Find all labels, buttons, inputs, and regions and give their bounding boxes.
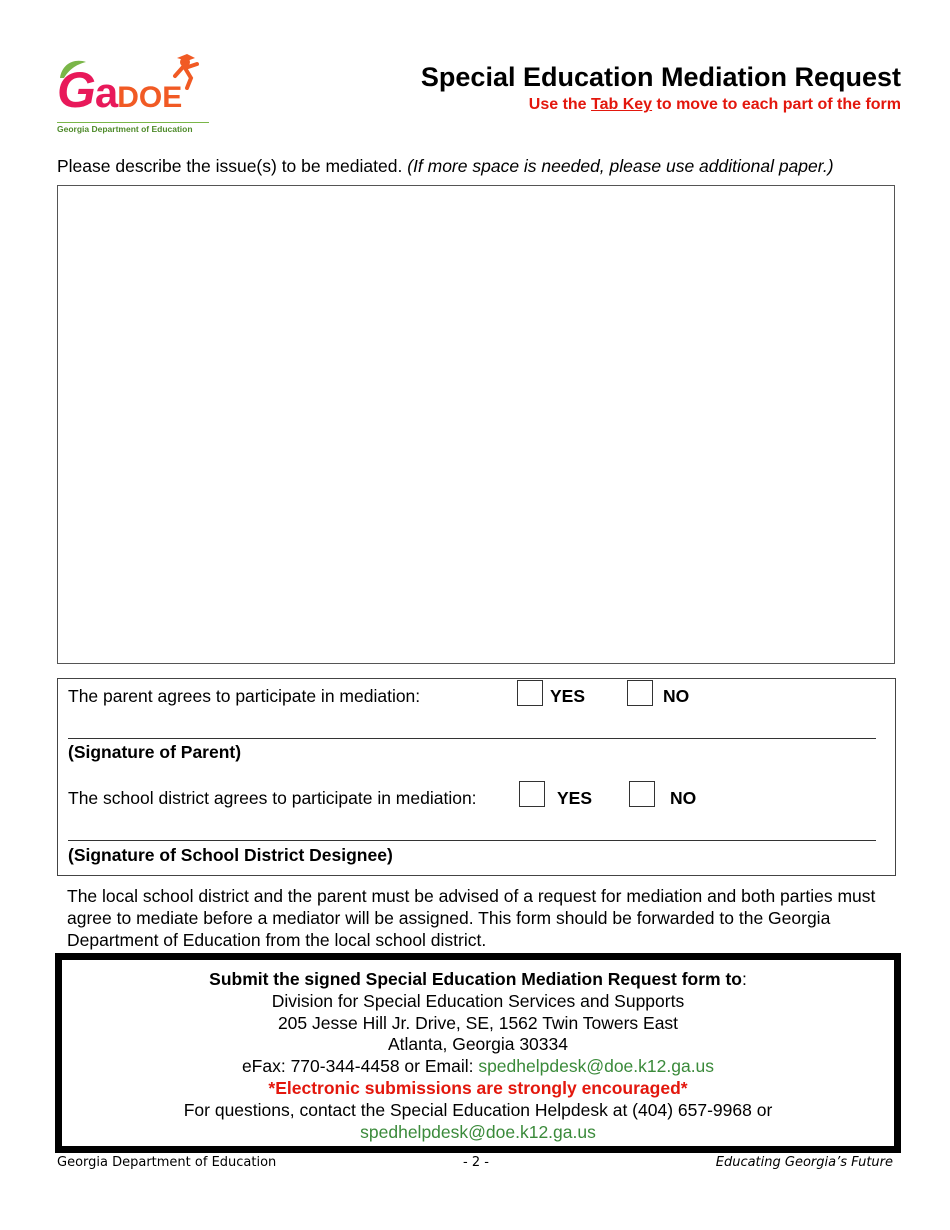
district-yes-label: YES bbox=[557, 788, 593, 808]
parent-yes-checkbox[interactable] bbox=[517, 680, 543, 706]
footer-organization: Georgia Department of Education bbox=[57, 1155, 277, 1170]
parent-signature-line[interactable] bbox=[68, 738, 876, 739]
gadoe-logo bbox=[55, 52, 215, 136]
parent-signature-label: (Signature of Parent) bbox=[68, 742, 242, 762]
district-yes-checkbox[interactable] bbox=[519, 781, 545, 807]
submit-heading: Submit the signed Special Education Mediation Request form to: bbox=[209, 969, 747, 989]
tab-key-text: Tab Key bbox=[591, 96, 653, 113]
issue-prompt: Please describe the issue(s) to be mediated. (If more space is needed, please use additional paper.) bbox=[57, 156, 834, 176]
page-subtitle: Use the Tab Key to move to each part of the form bbox=[528, 96, 901, 113]
parent-yes-label: YES bbox=[550, 686, 586, 706]
submit-division: Division for Special Education Services and Supports bbox=[271, 990, 685, 1011]
district-agree-question: The school district agrees to participate in mediation: bbox=[68, 788, 477, 808]
submit-instructions-box bbox=[55, 953, 901, 1153]
parent-no-checkbox[interactable] bbox=[627, 680, 653, 706]
district-signature-line[interactable] bbox=[68, 840, 876, 841]
footer-page-number: - 2 - bbox=[463, 1155, 489, 1170]
district-no-label: NO bbox=[670, 788, 697, 808]
submit-city: Atlanta, Georgia 30334 bbox=[388, 1034, 568, 1055]
questions-line: For questions, contact the Special Education Helpdesk at (404) 657-9968 or bbox=[183, 1099, 773, 1120]
district-signature-label: (Signature of School District Designee) bbox=[68, 845, 393, 865]
page-title: Special Education Mediation Request bbox=[420, 62, 901, 92]
footer-motto: Educating Georgia’s Future bbox=[715, 1155, 893, 1170]
helpdesk-email-link-2[interactable]: spedhelpdesk@doe.k12.ga.us bbox=[360, 1121, 596, 1142]
logo-tagline: Georgia Department of Education bbox=[57, 124, 193, 134]
issue-prompt-note: (If more space is needed, please use additional paper.) bbox=[407, 156, 834, 176]
logo-rule bbox=[57, 122, 209, 123]
submit-contact: eFax: 770-344-4458 or Email: spedhelpdesk@doe.k12.ga.us bbox=[241, 1056, 715, 1077]
parent-agree-question: The parent agrees to participate in mediation: bbox=[68, 686, 421, 706]
agreement-section bbox=[57, 678, 896, 876]
electronic-submission-note: *Electronic submissions are strongly encouraged* bbox=[268, 1077, 688, 1098]
helpdesk-email-link[interactable]: spedhelpdesk@doe.k12.ga.us bbox=[478, 1056, 715, 1077]
issue-description-field[interactable] bbox=[57, 185, 895, 664]
district-no-checkbox[interactable] bbox=[629, 781, 655, 807]
graduate-figure-icon bbox=[161, 54, 207, 90]
logo-wordmark: GaDOE bbox=[57, 62, 183, 118]
parent-no-label: NO bbox=[663, 686, 690, 706]
submit-street: 205 Jesse Hill Jr. Drive, SE, 1562 Twin Towers East bbox=[277, 1012, 679, 1033]
advisory-paragraph: The local school district and the parent must be advised of a request for mediation and both parties must agree to mediate before a mediator will be assigned. This form should be forwarded to the Georgia Department of Education from the local school district. bbox=[67, 886, 876, 950]
